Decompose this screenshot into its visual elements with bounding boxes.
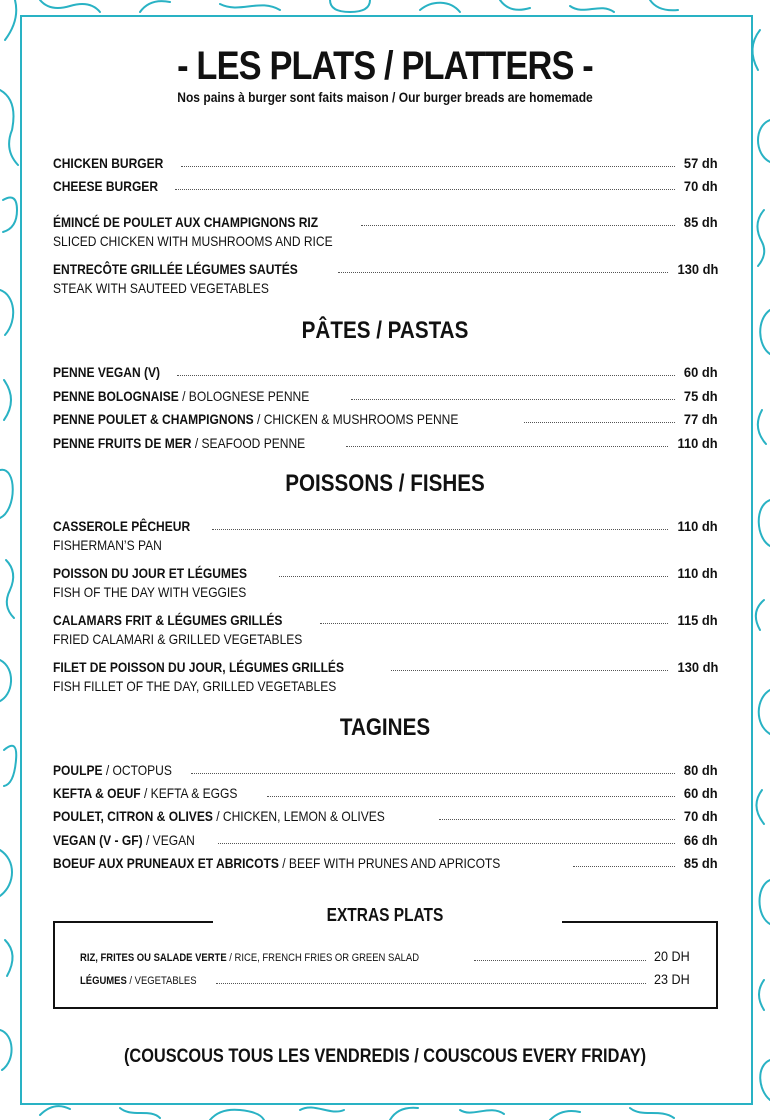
menu-item [53, 405, 718, 427]
item-name: POULPE [53, 762, 103, 778]
page-title: - LES PLATS / PLATTERS - [177, 44, 593, 88]
menu-item [53, 208, 718, 230]
menu-item [53, 653, 718, 675]
item-description: FISH FILLET OF THE DAY, GRILLED VEGETABLES [53, 678, 337, 694]
menu-item [53, 826, 718, 848]
dot-leader [351, 399, 675, 400]
item-name: ÉMINCÉ DE POULET AUX CHAMPIGNONS RIZ [53, 214, 319, 230]
dot-leader [181, 166, 675, 167]
item-price: 23 DH [654, 971, 690, 987]
menu-item [53, 559, 718, 581]
item-name: VEGAN (V - GF) [53, 832, 143, 848]
menu-item [53, 382, 718, 404]
dot-leader [338, 272, 668, 273]
section-title-fishes: POISSONS / FISHES [285, 470, 485, 497]
item-description: FRIED CALAMARI & GRILLED VEGETABLES [53, 631, 303, 647]
item-name: BOEUF AUX PRUNEAUX ET ABRICOTS [53, 855, 279, 871]
dot-leader [267, 796, 675, 797]
item-description: SLICED CHICKEN WITH MUSHROOMS AND RICE [53, 233, 333, 249]
item-name: CALAMARS FRIT & LÉGUMES GRILLÉS [53, 612, 283, 628]
item-name: CASSEROLE PÊCHEUR [53, 518, 191, 534]
dot-leader [439, 819, 676, 820]
footer-note: (COUSCOUS TOUS LES VENDREDIS / COUSCOUS EVERY FRIDAY) [123, 1046, 647, 1067]
item-name: FILET DE POISSON DU JOUR, LÉGUMES GRILLÉS [53, 659, 345, 675]
item-description: FISHERMAN’S PAN [53, 537, 162, 553]
item-price: 110 dh [677, 565, 718, 581]
menu-item [53, 255, 718, 277]
item-translation: / VEGAN [142, 832, 195, 848]
menu-item [53, 779, 718, 801]
dot-leader [346, 446, 668, 447]
menu-item [53, 802, 718, 824]
item-translation: / CHICKEN & MUSHROOMS PENNE [253, 411, 459, 427]
section-title-pastas: PÂTES / PASTAS [301, 317, 469, 344]
item-translation: / KEFTA & EGGS [140, 785, 238, 801]
item-translation: / BOLOGNESE PENNE [178, 388, 310, 404]
extras-title: EXTRAS PLATS [326, 905, 444, 925]
section-title-tagines: TAGINES [339, 714, 431, 741]
item-name: RIZ, FRITES OU SALADE VERTE [80, 952, 227, 964]
item-name: CHEESE BURGER [53, 178, 159, 194]
item-translation: / VEGETABLES [126, 975, 197, 987]
item-price: 130 dh [677, 261, 718, 277]
menu-item [53, 172, 718, 194]
dot-leader [474, 960, 646, 961]
item-price: 20 DH [654, 948, 690, 964]
item-name: POISSON DU JOUR ET LÉGUMES [53, 565, 248, 581]
menu-item [53, 849, 718, 871]
dot-leader [361, 225, 675, 226]
extras-item [80, 969, 690, 987]
dot-leader [191, 773, 675, 774]
item-name: PENNE POULET & CHAMPIGNONS [53, 411, 254, 427]
item-name: PENNE VEGAN (V) [53, 364, 161, 380]
item-translation: / CHICKEN, LEMON & OLIVES [212, 808, 385, 824]
item-name: PENNE FRUITS DE MER [53, 435, 192, 451]
item-translation: / RICE, FRENCH FRIES OR GREEN SALAD [226, 952, 420, 964]
dot-leader [391, 670, 667, 671]
dot-leader [218, 843, 676, 844]
dot-leader [216, 983, 647, 984]
item-price: 110 dh [677, 435, 718, 451]
item-price: 77 dh [684, 411, 718, 427]
item-name: CHICKEN BURGER [53, 155, 164, 171]
menu-item [53, 756, 718, 778]
menu-item [53, 606, 718, 628]
extras-item [80, 946, 690, 964]
item-price: 130 dh [677, 659, 718, 675]
dot-leader [175, 189, 675, 190]
item-price: 75 dh [684, 388, 718, 404]
dot-leader [524, 422, 675, 423]
menu-item [53, 149, 718, 171]
item-translation: / BEEF WITH PRUNES AND APRICOTS [278, 855, 501, 871]
item-translation: / OCTOPUS [102, 762, 172, 778]
item-description: FISH OF THE DAY WITH VEGGIES [53, 584, 247, 600]
item-price: 70 dh [684, 178, 718, 194]
menu-item [53, 358, 718, 380]
item-price: 80 dh [684, 762, 718, 778]
item-price: 70 dh [684, 808, 718, 824]
dot-leader [177, 375, 675, 376]
item-translation: / SEAFOOD PENNE [191, 435, 306, 451]
item-name: ENTRECÔTE GRILLÉE LÉGUMES SAUTÉS [53, 261, 298, 277]
item-price: 60 dh [684, 785, 718, 801]
extras-box [53, 923, 718, 1009]
item-price: 85 dh [684, 855, 718, 871]
item-name: PENNE BOLOGNAISE [53, 388, 179, 404]
menu-item [53, 429, 718, 451]
dot-leader [212, 529, 668, 530]
item-price: 66 dh [684, 832, 718, 848]
item-description: STEAK WITH SAUTEED VEGETABLES [53, 280, 269, 296]
dot-leader [573, 866, 675, 867]
item-name: LÉGUMES [80, 975, 127, 987]
item-price: 60 dh [684, 364, 718, 380]
item-price: 85 dh [684, 214, 718, 230]
item-price: 57 dh [684, 155, 718, 171]
dot-leader [320, 623, 669, 624]
item-price: 110 dh [677, 518, 718, 534]
item-price: 115 dh [677, 612, 718, 628]
dot-leader [279, 576, 669, 577]
menu-item [53, 512, 718, 534]
item-name: POULET, CITRON & OLIVES [53, 808, 213, 824]
item-name: KEFTA & OEUF [53, 785, 141, 801]
page-subtitle: Nos pains à burger sont faits maison / Our burger breads are homemade [177, 89, 593, 105]
